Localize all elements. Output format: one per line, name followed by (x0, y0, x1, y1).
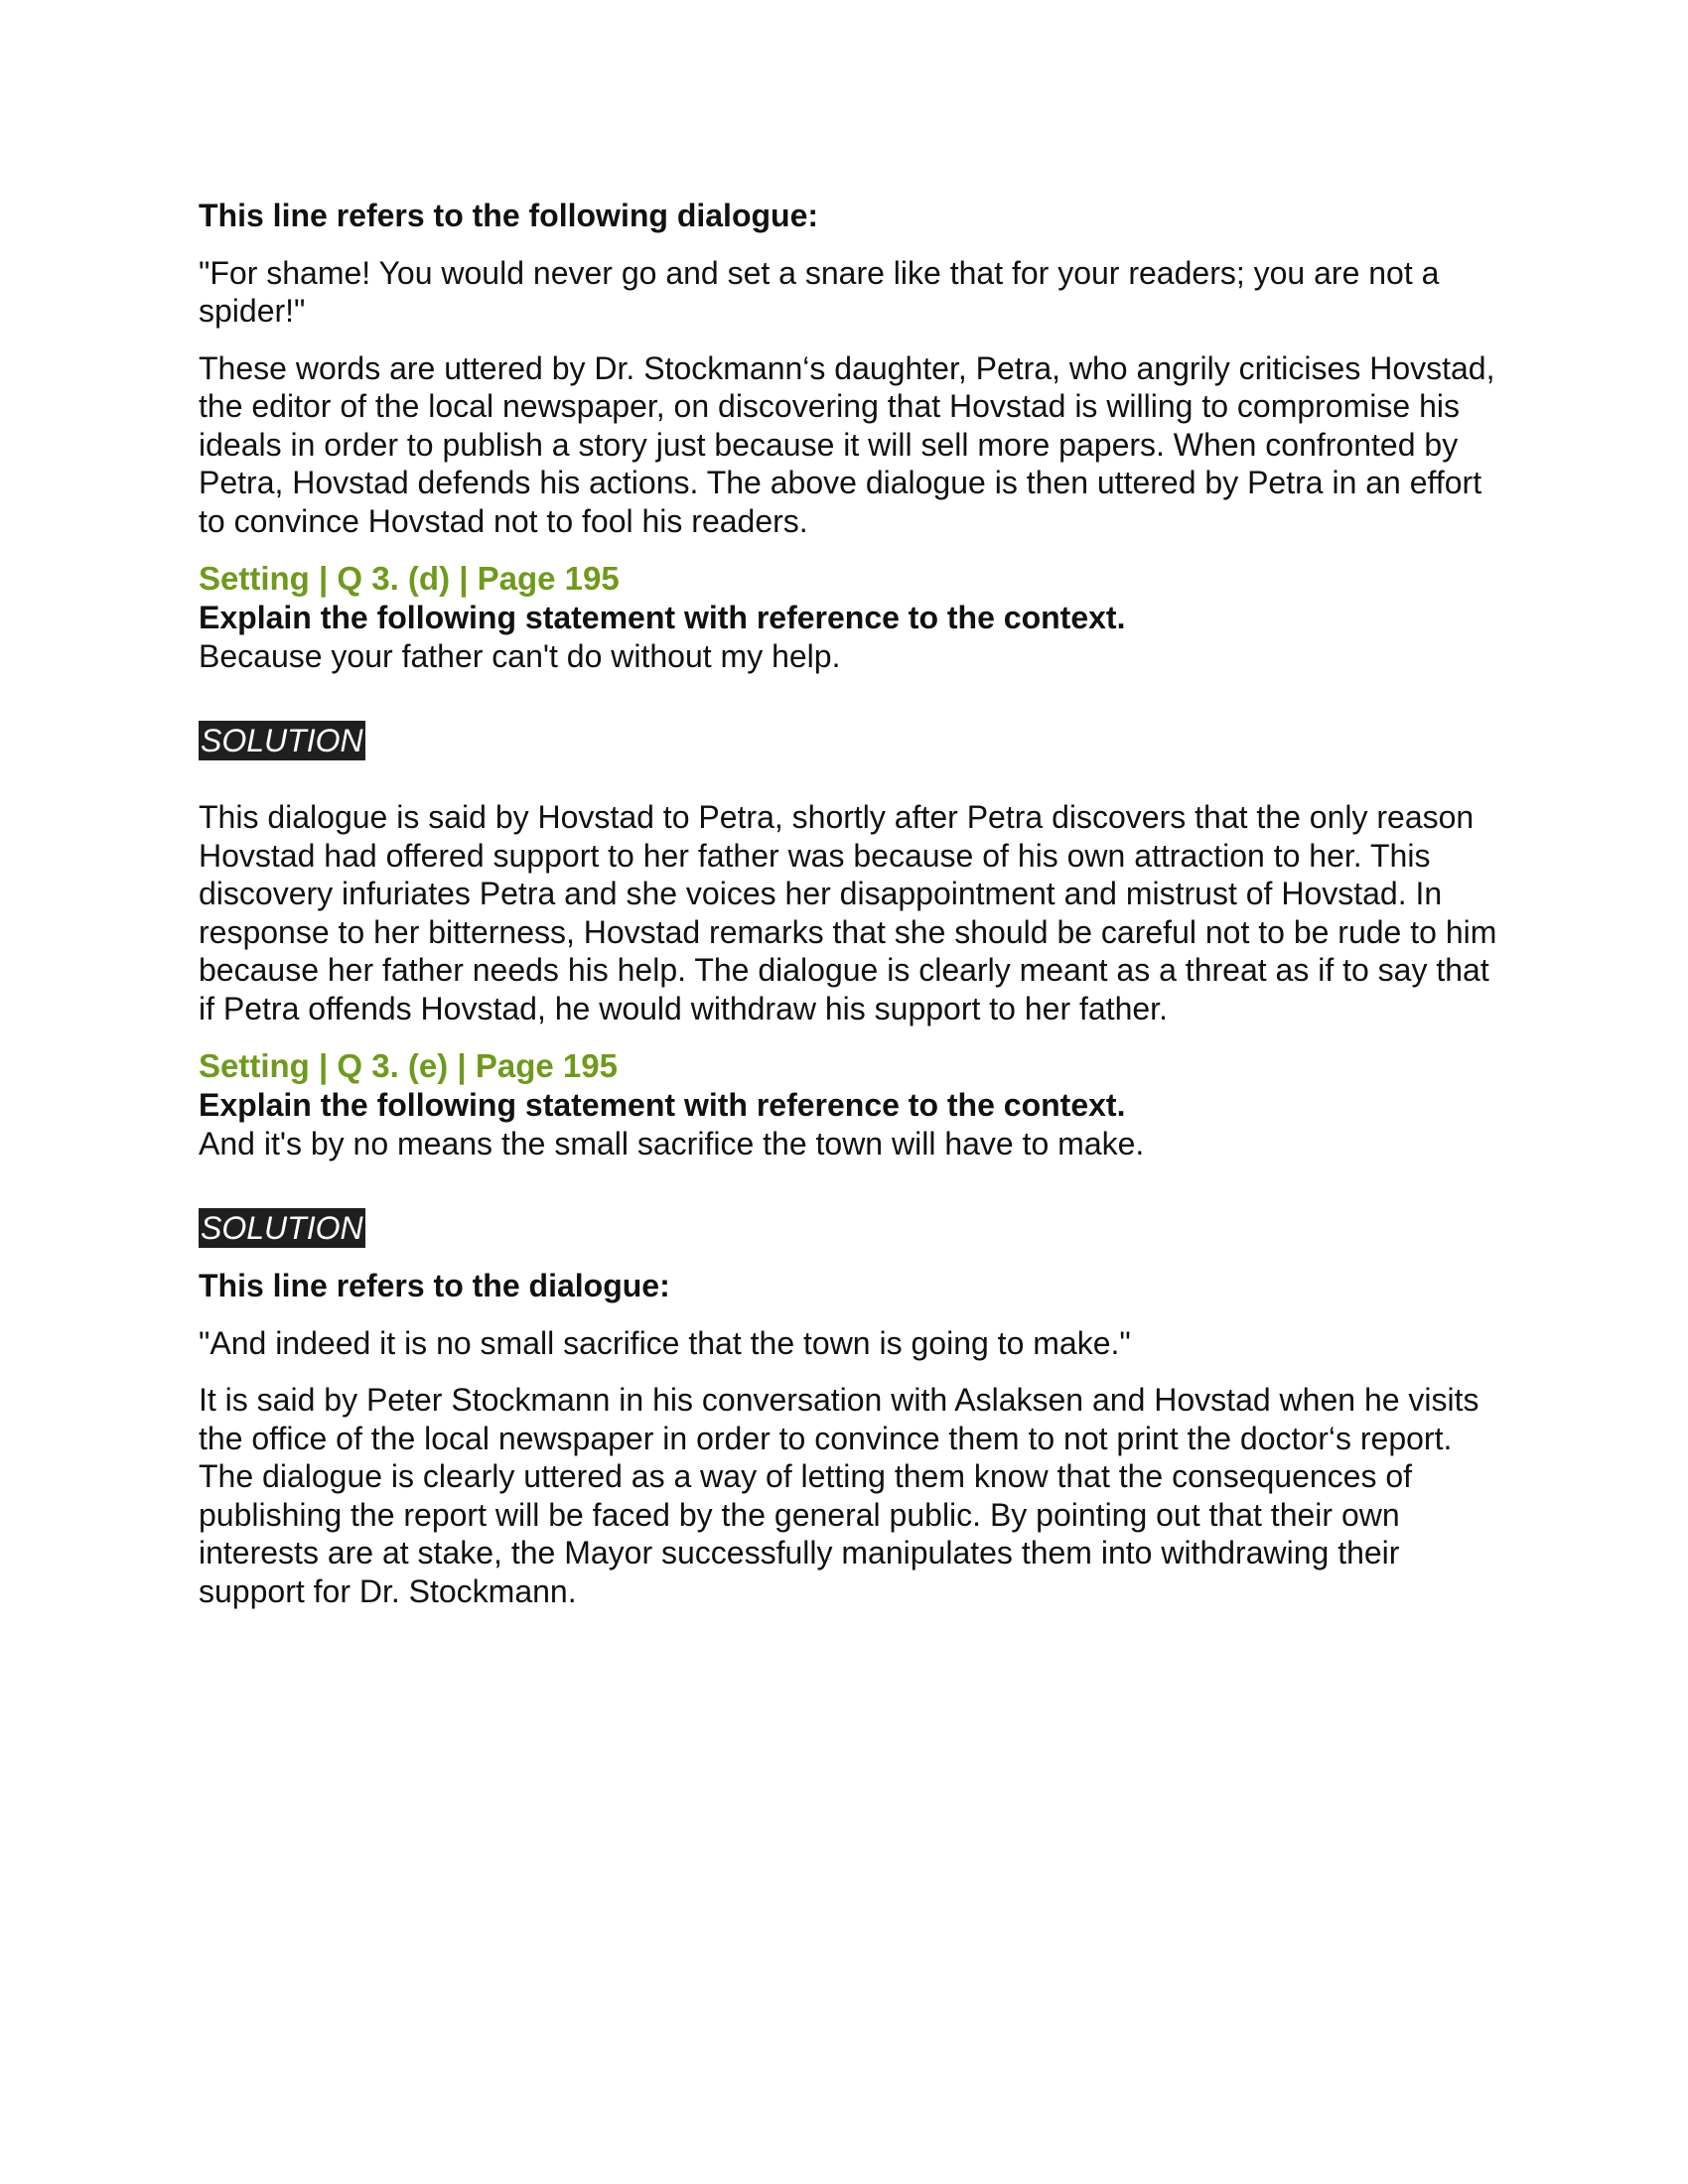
question-e-instruction: Explain the following statement with reference to the context. (199, 1087, 1126, 1123)
question-d-heading: Setting | Q 3. (d) | Page 195 (199, 560, 620, 597)
question-e-solution-label: SOLUTION (201, 1210, 363, 1246)
question-e-answer-quote: "And indeed it is no small sacrifice that the town is going to make." (199, 1324, 1131, 1361)
question-d-instruction: Explain the following statement with reference to the context. (199, 600, 1126, 635)
dialogue-explanation: These words are uttered by Dr. Stockmann‘s daughter, Petra, who angrily criticises Hovstad, the editor of the local newspaper, on discovering that Hovstad is willing to compromise his ideals in order to publish a story just because it will sell more papers. When confronted by Petra, Hovstad defends his actions. The above dialogue is then uttered by Petra in an effort to convince Hovstad not to fool his readers. (199, 349, 1495, 539)
question-d-statement: Because your father can't do without my help. (199, 637, 841, 674)
question-e-heading: Setting | Q 3. (e) | Page 195 (199, 1047, 618, 1084)
question-e-statement: And it's by no means the small sacrifice the town will have to make. (199, 1125, 1145, 1161)
question-e-answer-heading: This line refers to the dialogue: (199, 1268, 670, 1303)
question-d-answer: This dialogue is said by Hovstad to Petra, shortly after Petra discovers that the only reason Hovstad had offered support to her father was because of his own attraction to her. This discovery infuriates Petra and she voices her disappointment and mistrust of Hovstad. In response to her bitterness, Hovstad remarks that she should be careful not to be rude to him because her father needs his help. The dialogue is clearly meant as a threat as if to say that if Petra offends Hovstad, he would withdraw his support to her father. (199, 799, 1497, 1026)
question-e-answer: It is said by Peter Stockmann in his conversation with Aslaksen and Hovstad when he visits the office of the local newspaper in order to convince them to not print the doctor‘s report. The dialogue is clearly uttered as a way of letting them know that the consequences of publishing the report will be faced by the general public. By pointing out that their own interests are at stake, the Mayor successfully manipulates them into withdrawing their support for Dr. Stockmann. (199, 1382, 1479, 1609)
document-page (199, 197, 1499, 1610)
dialogue-reference-heading: This line refers to the following dialogue: (199, 198, 819, 233)
dialogue-quote: "For shame! You would never go and set a snare like that for your readers; you are not a spider!" (199, 254, 1440, 329)
question-d-solution-label: SOLUTION (201, 723, 363, 758)
